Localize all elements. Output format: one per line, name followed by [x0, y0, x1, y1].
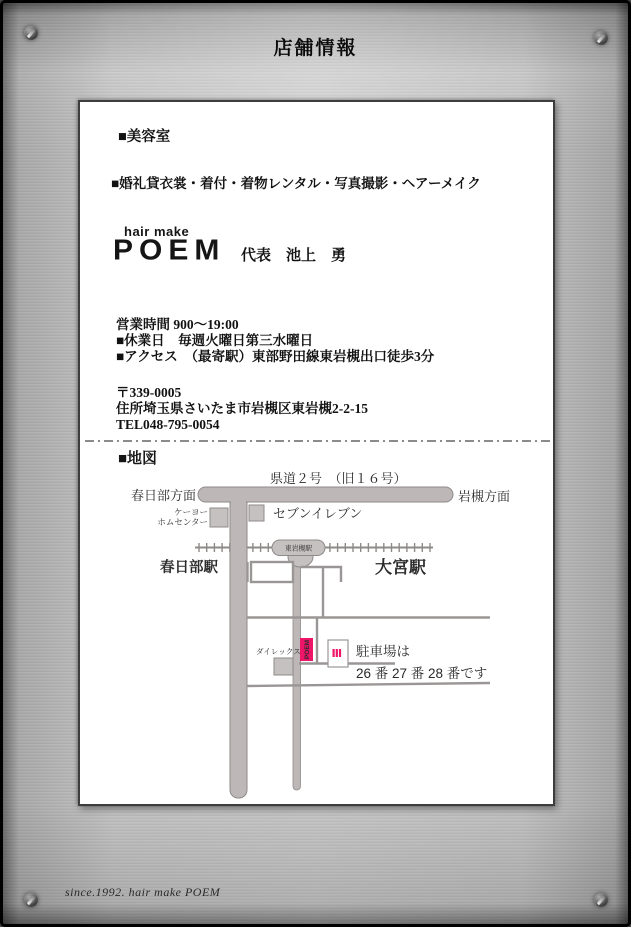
- phone-number: TEL048-795-0054: [116, 417, 220, 432]
- seven-eleven-building: [249, 505, 264, 521]
- station-road-vertical: [293, 555, 301, 790]
- street-segment: [301, 567, 341, 582]
- parking-note-line1: 駐車場は: [356, 644, 410, 659]
- category-bridal-services: ■婚礼貸衣裳・着付・着物レンタル・写真撮影・ヘアーメイク: [111, 176, 481, 191]
- parking-bars-icon: [333, 649, 342, 657]
- postal-code: 〒339-0005: [116, 385, 182, 400]
- screw-slot-icon: [597, 895, 605, 904]
- keiyo-home-center-building: [210, 508, 228, 527]
- road-junction-patch: [231, 495, 246, 504]
- keiyo-label-line1: ケーヨー: [173, 507, 208, 517]
- logo-hair-make: hair make: [124, 224, 190, 239]
- screw-icon: [594, 893, 608, 907]
- dash-dot-divider: [85, 440, 552, 442]
- representative-name: 代表 池上 勇: [241, 248, 347, 264]
- keiyo-label-line2: ホムセンター: [157, 517, 208, 527]
- map-heading: ■地図: [118, 450, 158, 467]
- parking-note-line2: 26 番 27 番 28 番です: [356, 666, 488, 681]
- closed-days: ■休業日 毎週火曜日第三水曜日: [116, 333, 314, 348]
- main-road-vertical: [230, 488, 247, 798]
- access-map: [80, 455, 557, 805]
- screw-icon: [24, 893, 38, 907]
- road-label: 県道２号 （旧１６号）: [270, 471, 407, 486]
- business-hours: 営業時間 900～19:00: [116, 317, 239, 332]
- omiya-station-label: 大宮駅: [375, 558, 426, 577]
- direx-label: ダイレックス: [256, 647, 301, 656]
- screw-slot-icon: [27, 895, 35, 904]
- kasukabe-station-label: 春日部駅: [160, 560, 218, 576]
- logo-poem: POEM: [113, 235, 226, 267]
- direction-kasukabe-label: 春日部方面: [130, 488, 196, 503]
- station-name-label: 東岩槻駅: [284, 545, 313, 553]
- direction-iwatsuki-label: 岩槻方面: [458, 489, 511, 504]
- page-title: 店舗情報: [273, 38, 358, 59]
- poem-marker-label: POEM: [304, 639, 311, 660]
- footer-since-text: since.1992. hair make POEM: [65, 885, 221, 899]
- cross-street: [247, 683, 490, 686]
- parking-lot-box: [328, 640, 348, 667]
- city-block: [251, 562, 293, 582]
- seven-eleven-label: セブンイレブン: [273, 506, 363, 521]
- category-beauty-salon: ■美容室: [118, 129, 171, 145]
- street-address: 住所埼玉県さいたま市岩槻区東岩槻2-2-15: [116, 401, 368, 416]
- direx-building: [274, 658, 293, 675]
- info-panel: [78, 100, 555, 806]
- access-info: ■アクセス （最寄駅）東部野田線東岩槻出口徒歩3分: [116, 349, 435, 364]
